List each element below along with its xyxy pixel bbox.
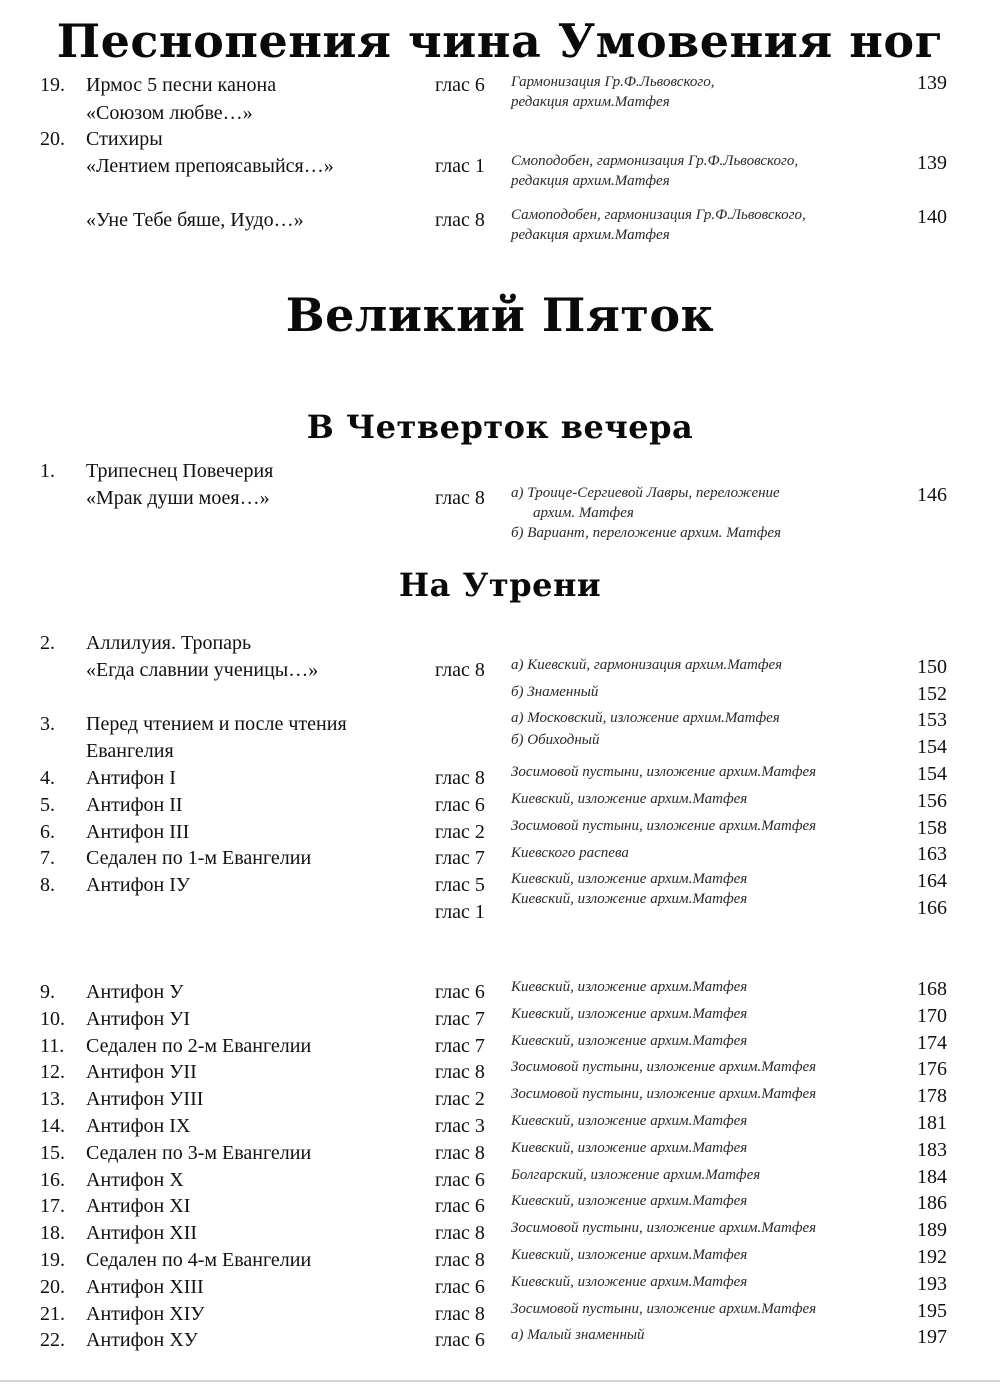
subheading-thursday-evening: В Четверток вечера — [306, 408, 694, 446]
entry-page: 176 — [917, 1058, 947, 1080]
entry-number: 7. — [40, 847, 55, 869]
entry-number: 17. — [40, 1195, 65, 1217]
entry-page: 170 — [917, 1005, 947, 1027]
entry-page: 178 — [917, 1085, 947, 1107]
entry-number: 9. — [40, 981, 55, 1003]
entry-note: Зосимовой пустыни, изложение архим.Матфея — [511, 1220, 817, 1236]
entry-page: 168 — [917, 978, 947, 1000]
entry-tone: глас 8 — [435, 1061, 485, 1083]
entry-note: редакция архим.Матфея — [511, 173, 670, 189]
entry-title: Антифон IУ — [86, 874, 191, 896]
entry-note: Киевский, изложение архим.Матфея — [511, 1274, 748, 1290]
entry-note: б) Вариант, переложение архим. Матфея — [511, 525, 781, 541]
entry-tone: глас 1 — [435, 901, 485, 923]
entry-tone: глас 6 — [435, 794, 485, 816]
entry-page: 166 — [917, 897, 947, 919]
entry-title: Антифон IX — [86, 1115, 191, 1137]
entry-number: 8. — [40, 874, 55, 896]
entry-title: Антифон XIII — [86, 1276, 204, 1298]
entry-tone: глас 8 — [435, 1249, 485, 1271]
entry-page: 154 — [917, 763, 947, 785]
entry-tone: глас 7 — [435, 847, 485, 869]
entry-number: 21. — [40, 1303, 65, 1325]
entry-tone: глас 8 — [435, 767, 485, 789]
entry-tone: глас 8 — [435, 487, 485, 509]
entry-page: 146 — [917, 484, 947, 506]
entry-note: а) Московский, изложение архим.Матфея — [511, 710, 780, 726]
entry-number: 16. — [40, 1169, 65, 1191]
entry-title: Седален по 3-м Евангелии — [86, 1142, 312, 1164]
entry-incipit: «Уне Тебе бяше, Иудо…» — [86, 209, 304, 231]
entry-note: Гармонизация Гр.Ф.Львовского, — [511, 74, 715, 90]
entry-number: 14. — [40, 1115, 65, 1137]
entry-title: Антифон У — [86, 981, 184, 1003]
entry-tone: глас 5 — [435, 874, 485, 896]
entry-note: Зосимовой пустыни, изложение архим.Матфея — [511, 1301, 817, 1317]
entry-tone: глас 1 — [435, 155, 485, 177]
entry-note: Киевский, изложение архим.Матфея — [511, 791, 748, 807]
entry-page: 154 — [917, 736, 947, 758]
entry-number: 1. — [40, 460, 55, 482]
entry-title: Антифон XУ — [86, 1329, 198, 1351]
entry-note: Киевского распева — [511, 845, 629, 861]
entry-title: Седален по 1-м Евангелии — [86, 847, 312, 869]
entry-note: Зосимовой пустыни, изложение архим.Матфея — [511, 764, 817, 780]
entry-note: Зосимовой пустыни, изложение архим.Матфея — [511, 818, 817, 834]
entry-tone: глас 8 — [435, 1222, 485, 1244]
entry-page: 186 — [917, 1192, 947, 1214]
entry-tone: глас 6 — [435, 1169, 485, 1191]
entry-note: Киевский, изложение архим.Матфея — [511, 871, 748, 887]
entry-page: 139 — [917, 72, 947, 94]
entry-title: Антифон I — [86, 767, 176, 789]
entry-page: 193 — [917, 1273, 947, 1295]
entry-number: 12. — [40, 1061, 65, 1083]
entry-title: Антифон XI — [86, 1195, 191, 1217]
entry-note: Киевский, изложение архим.Матфея — [511, 1113, 748, 1129]
entry-tone: глас 8 — [435, 1303, 485, 1325]
entry-page: 153 — [917, 709, 947, 731]
entry-tone: глас 6 — [435, 981, 485, 1003]
entry-number: 20. — [40, 128, 65, 150]
entry-incipit: «Союзом любве…» — [86, 102, 253, 124]
entry-number: 18. — [40, 1222, 65, 1244]
entry-note: б) Знаменный — [511, 684, 599, 700]
entry-tone: глас 8 — [435, 659, 485, 681]
entry-note: а) Троице-Сергиевой Лавры, переложение — [511, 485, 780, 501]
entry-page: 158 — [917, 817, 947, 839]
entry-page: 174 — [917, 1032, 947, 1054]
entry-number: 3. — [40, 713, 55, 735]
entry-tone: глас 6 — [435, 1195, 485, 1217]
entry-number: 19. — [40, 1249, 65, 1271]
entry-note: Самоподобен, гармонизация Гр.Ф.Львовского, — [511, 207, 806, 223]
entry-page: 195 — [917, 1300, 947, 1322]
section-heading-foot-washing: Песнопения чина Умовения ног — [56, 14, 944, 68]
entry-note: Киевский, изложение архим.Матфея — [511, 1247, 748, 1263]
entry-page: 150 — [917, 656, 947, 678]
entry-note: Киевский, изложение архим.Матфея — [511, 1006, 748, 1022]
entry-number: 10. — [40, 1008, 65, 1030]
subheading-matins: На Утрени — [398, 566, 602, 604]
entry-tone: глас 8 — [435, 1142, 485, 1164]
entry-note: редакция архим.Матфея — [511, 227, 670, 243]
entry-tone: глас 6 — [435, 74, 485, 96]
entry-note: архим. Матфея — [533, 505, 634, 521]
entry-title: Стихиры — [86, 128, 163, 150]
entry-tone: глас 7 — [435, 1008, 485, 1030]
entry-tone: глас 6 — [435, 1329, 485, 1351]
entry-number: 22. — [40, 1329, 65, 1351]
entry-number: 11. — [40, 1035, 65, 1057]
entry-title: Антифон УII — [86, 1061, 197, 1083]
entry-title: Антифон УI — [86, 1008, 191, 1030]
entry-note: Киевский, изложение архим.Матфея — [511, 891, 748, 907]
entry-title: Перед чтением и после чтения — [86, 713, 347, 735]
entry-title: Антифон УIII — [86, 1088, 204, 1110]
entry-title: Антифон XII — [86, 1222, 198, 1244]
entry-incipit: «Лентием препоясавыйся…» — [86, 155, 334, 177]
entry-number: 4. — [40, 767, 55, 789]
entry-number: 6. — [40, 821, 55, 843]
entry-title: Седален по 4-м Евангелии — [86, 1249, 312, 1271]
entry-title: Евангелия — [86, 740, 174, 762]
entry-page: 184 — [917, 1166, 947, 1188]
entry-note: б) Обиходный — [511, 732, 600, 748]
entry-tone: глас 2 — [435, 821, 485, 843]
page-title-great-friday: Великий Пяток — [285, 288, 715, 342]
entry-title: Трипеснец Повечерия — [86, 460, 274, 482]
entry-note: Болгарский, изложение архим.Матфея — [511, 1167, 761, 1183]
entry-title: Антифон X — [86, 1169, 184, 1191]
entry-title: Аллилуия. Тропарь — [86, 632, 252, 654]
entry-title: Ирмос 5 песни канона — [86, 74, 277, 96]
entry-page: 156 — [917, 790, 947, 812]
entry-page: 183 — [917, 1139, 947, 1161]
entry-note: а) Киевский, гармонизация архим.Матфея — [511, 657, 783, 673]
entry-number: 15. — [40, 1142, 65, 1164]
entry-note: Смоподобен, гармонизация Гр.Ф.Львовского, — [511, 153, 799, 169]
entry-note: Зосимовой пустыни, изложение архим.Матфея — [511, 1059, 817, 1075]
entry-number: 19. — [40, 74, 65, 96]
entry-number: 13. — [40, 1088, 65, 1110]
entry-note: Зосимовой пустыни, изложение архим.Матфея — [511, 1086, 817, 1102]
entry-page: 163 — [917, 843, 947, 865]
entry-note: а) Малый знаменный — [511, 1327, 645, 1343]
entry-incipit: «Егда славнии ученицы…» — [86, 659, 319, 681]
entry-page: 152 — [917, 683, 947, 705]
entry-title: Антифон II — [86, 794, 183, 816]
entry-page: 197 — [917, 1326, 947, 1348]
entry-tone: глас 2 — [435, 1088, 485, 1110]
entry-page: 181 — [917, 1112, 947, 1134]
entry-page: 189 — [917, 1219, 947, 1241]
entry-title: Седален по 2-м Евангелии — [86, 1035, 312, 1057]
entry-note: Киевский, изложение архим.Матфея — [511, 979, 748, 995]
entry-page: 140 — [917, 206, 947, 228]
entry-page: 192 — [917, 1246, 947, 1268]
entry-tone: глас 7 — [435, 1035, 485, 1057]
entry-incipit: «Мрак души моея…» — [86, 487, 270, 509]
entry-note: Киевский, изложение архим.Матфея — [511, 1193, 748, 1209]
entry-note: Киевский, изложение архим.Матфея — [511, 1140, 748, 1156]
entry-title: Антифон XIУ — [86, 1303, 205, 1325]
entry-page: 139 — [917, 152, 947, 174]
entry-tone: глас 8 — [435, 209, 485, 231]
entry-tone: глас 6 — [435, 1276, 485, 1298]
entry-number: 20. — [40, 1276, 65, 1298]
entry-number: 2. — [40, 632, 55, 654]
entry-page: 164 — [917, 870, 947, 892]
entry-title: Антифон III — [86, 821, 190, 843]
page-edge-divider — [0, 1380, 1000, 1382]
entry-note: Киевский, изложение архим.Матфея — [511, 1033, 748, 1049]
entry-tone: глас 3 — [435, 1115, 485, 1137]
entry-number: 5. — [40, 794, 55, 816]
entry-note: редакция архим.Матфея — [511, 94, 670, 110]
